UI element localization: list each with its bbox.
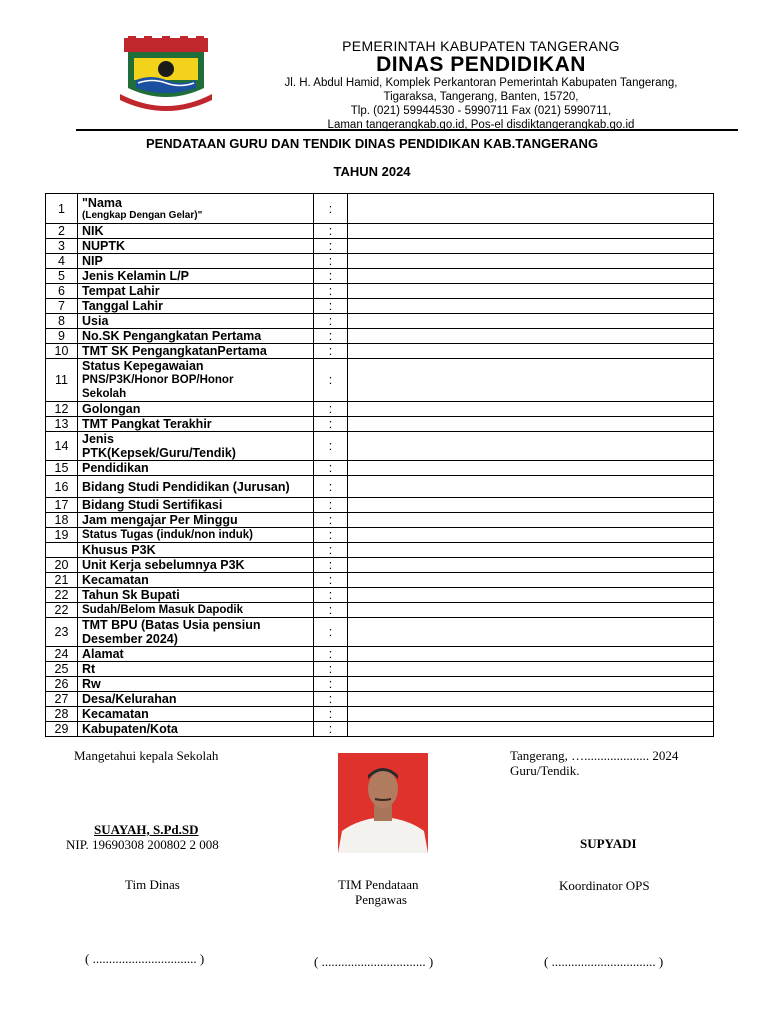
teacher-role: Guru/Tendik. — [510, 763, 580, 778]
field-label-text: PTK(Kepsek/Guru/Tendik) — [82, 446, 236, 460]
table-row — [46, 498, 714, 513]
field-label — [78, 314, 314, 329]
table-row — [46, 269, 714, 284]
field-label-note: (Lengkap Dengan Gelar)" — [82, 210, 203, 221]
colon-separator: : — [314, 344, 348, 359]
field-label — [78, 344, 314, 359]
colon-separator: : — [314, 476, 348, 498]
colon-separator: : — [314, 528, 348, 543]
signature-blank-right: ( ................................ ) — [544, 954, 664, 969]
field-label-text: Tanggal Lahir — [82, 299, 164, 313]
tim-pendataan-label: TIM Pendataan — [338, 877, 419, 892]
colon-separator: : — [314, 677, 348, 692]
table-row — [46, 194, 714, 224]
field-label — [78, 707, 314, 722]
form-year: TAHUN 2024 — [333, 164, 411, 179]
row-number: 29 — [46, 722, 78, 737]
row-number: 24 — [46, 647, 78, 662]
field-label-text: Rt — [82, 662, 96, 676]
table-row — [46, 417, 714, 432]
field-label-text: "Nama — [82, 196, 122, 210]
government-name: PEMERINTAH KABUPATEN TANGERANG — [342, 38, 620, 54]
field-label-text: Kabupaten/Kota — [82, 722, 178, 736]
row-number: 1 — [46, 194, 78, 224]
colon-separator: : — [314, 432, 348, 461]
field-label-text: NIK — [82, 224, 104, 238]
field-label-text: Kecamatan — [82, 707, 149, 721]
field-value-input[interactable] — [348, 461, 714, 476]
field-label — [78, 543, 314, 558]
row-number: 9 — [46, 329, 78, 344]
table-row — [46, 239, 714, 254]
row-number: 8 — [46, 314, 78, 329]
field-label-text: Jenis Kelamin L/P — [82, 269, 189, 283]
field-label — [78, 417, 314, 432]
field-label — [78, 573, 314, 588]
website-line: Laman tangerangkab.go.id, Pos-el disdiktangerangkab.go.id — [327, 119, 635, 131]
header-divider — [76, 129, 738, 131]
colon-separator: : — [314, 618, 348, 647]
colon-separator: : — [314, 707, 348, 722]
teacher-name: SUPYADI — [580, 836, 637, 851]
field-label-text: Sudah/Belom Masuk Dapodik — [82, 604, 244, 616]
colon-separator: : — [314, 647, 348, 662]
row-number: 14 — [46, 432, 78, 461]
table-row — [46, 329, 714, 344]
colon-separator: : — [314, 402, 348, 417]
koordinator-label: Koordinator OPS — [559, 878, 650, 893]
field-label — [78, 618, 314, 647]
colon-separator: : — [314, 498, 348, 513]
field-value-input[interactable] — [348, 314, 714, 329]
row-number: 16 — [46, 476, 78, 498]
colon-separator: : — [314, 662, 348, 677]
row-number: 15 — [46, 461, 78, 476]
table-row — [46, 314, 714, 329]
field-label — [78, 461, 314, 476]
row-number: 11 — [46, 359, 78, 402]
field-label — [78, 603, 314, 618]
field-value-input[interactable] — [348, 269, 714, 284]
field-label — [78, 254, 314, 269]
field-label-text: Unit Kerja sebelumnya P3K — [82, 558, 245, 572]
field-label-text: Kecamatan — [82, 573, 149, 587]
field-label-text: Status Tugas (induk/non induk) — [82, 529, 254, 541]
agency-name: DINAS PENDIDIKAN — [376, 53, 586, 76]
field-value-input[interactable] — [348, 647, 714, 662]
field-label — [78, 677, 314, 692]
field-label — [78, 647, 314, 662]
field-label — [78, 498, 314, 513]
row-number: 22 — [46, 588, 78, 603]
field-label-text: Usia — [82, 314, 109, 328]
field-value-input[interactable] — [348, 558, 714, 573]
field-label — [78, 588, 314, 603]
field-value-input[interactable] — [348, 417, 714, 432]
field-value-input[interactable] — [348, 543, 714, 558]
colon-separator: : — [314, 224, 348, 239]
table-row — [46, 662, 714, 677]
field-label-text: Desa/Kelurahan — [82, 692, 177, 706]
field-label — [78, 558, 314, 573]
colon-separator: : — [314, 299, 348, 314]
row-number: 22 — [46, 603, 78, 618]
row-number: 3 — [46, 239, 78, 254]
field-label-text: No.SK Pengangkatan Pertama — [82, 329, 262, 343]
sign-place-date: Tangerang, ….................... 2024 — [510, 748, 679, 763]
colon-separator: : — [314, 513, 348, 528]
colon-separator: : — [314, 269, 348, 284]
table-row — [46, 432, 714, 461]
field-label-text: Bidang Studi Sertifikasi — [82, 498, 223, 512]
field-label-text: Status Kepegawaian — [82, 359, 204, 373]
tim-dinas-label: Tim Dinas — [125, 877, 180, 892]
field-value-input[interactable] — [348, 603, 714, 618]
row-number: 18 — [46, 513, 78, 528]
field-label-text: Tahun Sk Bupati — [82, 588, 180, 602]
field-label — [78, 299, 314, 314]
field-label-text: Golongan — [82, 402, 141, 416]
field-label — [78, 692, 314, 707]
field-value-input[interactable] — [348, 513, 714, 528]
table-row — [46, 618, 714, 647]
table-row — [46, 543, 714, 558]
table-row — [46, 254, 714, 269]
field-value-input[interactable] — [348, 284, 714, 299]
field-value-input[interactable] — [348, 707, 714, 722]
table-row — [46, 402, 714, 417]
field-label-text: NUPTK — [82, 239, 126, 253]
table-row — [46, 647, 714, 662]
field-label-text: Khusus P3K — [82, 543, 156, 557]
field-value-input[interactable] — [348, 432, 714, 461]
colon-separator: : — [314, 329, 348, 344]
address-line: Tigaraksa, Tangerang, Banten, 15720, — [383, 91, 579, 103]
table-row — [46, 603, 714, 618]
table-row — [46, 588, 714, 603]
table-row — [46, 573, 714, 588]
field-label — [78, 194, 314, 224]
table-row — [46, 692, 714, 707]
field-label-text: PNS/P3K/Honor BOP/Honor — [82, 374, 234, 386]
field-label-text: Rw — [82, 677, 101, 691]
field-value-input[interactable] — [348, 329, 714, 344]
colon-separator: : — [314, 359, 348, 402]
field-label — [78, 722, 314, 737]
row-number: 13 — [46, 417, 78, 432]
signature-blank-left: ( ................................ ) — [85, 951, 205, 966]
colon-separator: : — [314, 558, 348, 573]
letterhead — [246, 38, 716, 132]
table-row — [46, 476, 714, 498]
field-label — [78, 329, 314, 344]
colon-separator: : — [314, 284, 348, 299]
field-label — [78, 284, 314, 299]
table-row — [46, 677, 714, 692]
row-number — [46, 543, 78, 558]
field-label — [78, 269, 314, 284]
colon-separator: : — [314, 603, 348, 618]
row-number: 20 — [46, 558, 78, 573]
row-number: 17 — [46, 498, 78, 513]
field-value-input[interactable] — [348, 476, 714, 498]
field-label-text: Jenis — [82, 432, 114, 446]
field-label — [78, 239, 314, 254]
table-row — [46, 461, 714, 476]
field-label — [78, 402, 314, 417]
field-label-text: Desember 2024) — [82, 632, 178, 646]
row-number: 10 — [46, 344, 78, 359]
field-label-text: Alamat — [82, 647, 124, 661]
table-row — [46, 513, 714, 528]
field-value-input[interactable] — [348, 239, 714, 254]
field-label-text: TMT Pangkat Terakhir — [82, 417, 212, 431]
row-number: 23 — [46, 618, 78, 647]
row-number: 28 — [46, 707, 78, 722]
table-row — [46, 224, 714, 239]
table-row — [46, 722, 714, 737]
table-row — [46, 707, 714, 722]
form-title: PENDATAAN GURU DAN TENDIK DINAS PENDIDIKAN KAB.TANGERANG — [145, 136, 599, 151]
colon-separator: : — [314, 722, 348, 737]
table-row — [46, 558, 714, 573]
teacher-photo — [338, 753, 428, 853]
field-value-input[interactable] — [348, 528, 714, 543]
row-number: 25 — [46, 662, 78, 677]
table-row — [46, 359, 714, 402]
principal-title: Mangetahui kepala Sekolah — [74, 748, 219, 763]
colon-separator: : — [314, 254, 348, 269]
address-line: Jl. H. Abdul Hamid, Komplek Perkantoran Pemerintah Kabupaten Tangerang, — [284, 77, 678, 89]
field-value-input[interactable] — [348, 498, 714, 513]
row-number: 19 — [46, 528, 78, 543]
field-label — [78, 476, 314, 498]
colon-separator: : — [314, 573, 348, 588]
field-label-text: TMT BPU (Batas Usia pensiun — [82, 618, 261, 632]
field-label — [78, 662, 314, 677]
field-value-input[interactable] — [348, 662, 714, 677]
colon-separator: : — [314, 417, 348, 432]
table-row — [46, 284, 714, 299]
field-value-input[interactable] — [348, 722, 714, 737]
field-label — [78, 224, 314, 239]
field-value-input[interactable] — [348, 402, 714, 417]
field-label — [78, 432, 314, 461]
table-row — [46, 528, 714, 543]
table-row — [46, 299, 714, 314]
colon-separator: : — [314, 461, 348, 476]
row-number: 5 — [46, 269, 78, 284]
row-number: 12 — [46, 402, 78, 417]
signature-blank-middle: ( ................................ ) — [314, 954, 434, 969]
colon-separator: : — [314, 543, 348, 558]
field-value-input[interactable] — [348, 224, 714, 239]
field-label — [78, 528, 314, 543]
field-value-input[interactable] — [348, 677, 714, 692]
phone-line: Tlp. (021) 59944530 - 5990711 Fax (021) 5990711, — [350, 105, 612, 117]
field-label-text: Sekolah — [82, 388, 127, 400]
field-label-text: TMT SK PengangkatanPertama — [82, 344, 267, 358]
field-label — [78, 359, 314, 402]
tangerang-logo — [116, 36, 216, 118]
data-form-table — [45, 193, 714, 737]
field-label-text: Bidang Studi Pendidikan (Jurusan) — [82, 479, 290, 494]
colon-separator: : — [314, 588, 348, 603]
row-number: 21 — [46, 573, 78, 588]
field-value-input[interactable] — [348, 692, 714, 707]
field-value-input[interactable] — [348, 299, 714, 314]
field-label-text: Pendidikan — [82, 461, 149, 475]
row-number: 2 — [46, 224, 78, 239]
colon-separator: : — [314, 692, 348, 707]
colon-separator: : — [314, 314, 348, 329]
field-value-input[interactable] — [348, 588, 714, 603]
field-value-input[interactable] — [348, 344, 714, 359]
row-number: 26 — [46, 677, 78, 692]
row-number: 4 — [46, 254, 78, 269]
row-number: 27 — [46, 692, 78, 707]
field-label-text: NIP — [82, 254, 103, 268]
pengawas-label: Pengawas — [355, 892, 407, 907]
field-value-input[interactable] — [348, 194, 714, 224]
colon-separator: : — [314, 194, 348, 224]
field-value-input[interactable] — [348, 254, 714, 269]
field-value-input[interactable] — [348, 359, 714, 402]
table-row — [46, 344, 714, 359]
field-label-text: Jam mengajar Per Minggu — [82, 513, 238, 527]
colon-separator: : — [314, 239, 348, 254]
row-number: 7 — [46, 299, 78, 314]
principal-nip: NIP. 19690308 200802 2 008 — [66, 837, 219, 852]
field-label — [78, 513, 314, 528]
row-number: 6 — [46, 284, 78, 299]
principal-name: SUAYAH, S.Pd.SD — [94, 822, 199, 837]
field-value-input[interactable] — [348, 618, 714, 647]
field-label-text: Tempat Lahir — [82, 284, 160, 298]
field-value-input[interactable] — [348, 573, 714, 588]
